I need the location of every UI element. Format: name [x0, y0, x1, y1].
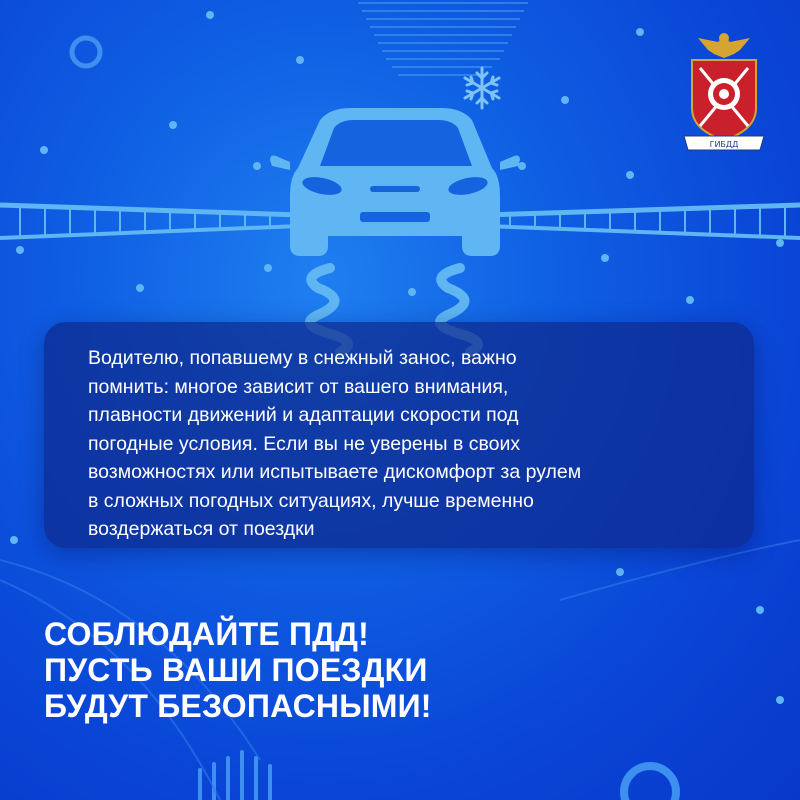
right-road-fence	[485, 205, 800, 238]
headline-line-3: БУДУТ БЕЗОПАСНЫМИ!	[44, 688, 432, 724]
ring-decoration-bottom	[624, 766, 676, 800]
police-emblem-icon	[680, 28, 768, 154]
car-front-icon	[270, 108, 520, 256]
emblem-ribbon-text: ГИБДД	[709, 140, 739, 149]
speed-lines	[358, 2, 528, 76]
headline-line-1: СОБЛЮДАЙТЕ ПДД!	[44, 616, 369, 652]
headline-line-2: ПУСТЬ ВАШИ ПОЕЗДКИ	[44, 652, 428, 688]
left-road-fence	[0, 205, 300, 238]
info-card-text: Водителю, попавшему в снежный занос, важно помнить: многое зависит от вашего внимания, плавности движений и адаптации скорости под погодные условия. Если вы не уверены в своих возможностях или испытываете дискомфорт за рулем в сложных погодных ситуациях, лучше временно воздержаться от поездки	[88, 347, 582, 540]
ring-decoration	[72, 38, 100, 66]
headline	[44, 616, 432, 724]
info-card	[44, 322, 754, 548]
